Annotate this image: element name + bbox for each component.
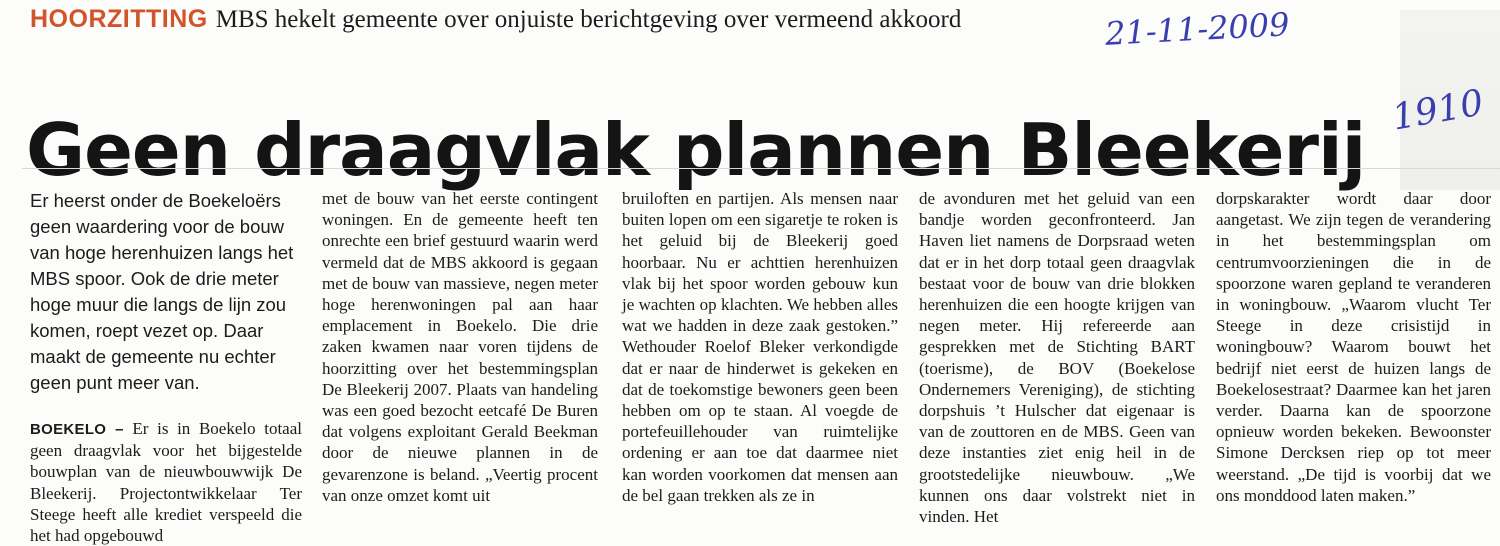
column-5 bbox=[1216, 188, 1491, 533]
kicker-text: MBS hekelt gemeente over onjuiste berichtgeving over vermeend akkoord bbox=[215, 6, 962, 33]
body-text: bruiloften en partijen. Als mensen naar buiten lopen om een sigaretje te roken is het geluid bij de Bleekerij goed hoorbaar. Nu er achttien herenhuizen vlak bij het spoor worden gebouw kun je wachten op klachten. We hebben alles wat we hadden in deze zaak gestoken.” Wethouder Roelof Bleker verkondigde dat er naar de hinderwet is gekeken en dat de toekomstige bewoners geen been hebben om op te staan. Al voegde de portefeuillehouder van ruimtelijke ordening er aan toe dat daarmee niet kan worden voorkomen dat mensen aan de bel gaan trekken als ze in bbox=[622, 189, 898, 505]
handwritten-page-number: 1910 bbox=[1389, 82, 1487, 139]
dateline: BOEKELO – bbox=[30, 421, 124, 438]
body-text: met de bouw van het eerste contingent woningen. En de gemeente heeft ten onrechte een brief gestuurd waarin werd vermeld dat de MBS akkoord is gegaan met de bouw van massieve, negen meter hoge herenwoningen pal aan haar emplacement in Boekelo. Die drie zaken kwamen naar voren tijdens de hoorzitting over het bestemmingsplan De Bleekerij 2007. Plaats van handeling was een goed bezocht eetcafé De Buren dat volgens exploitant Gerald Beekman door de nieuwe plannen in de gevarenzone is beland. „Veertig procent van onze omzet komt uit bbox=[322, 189, 598, 505]
body-text: Er is in Boekelo totaal geen draagvlak voor het bijgestelde bouwplan van de nieuwbouwwijk De Bleekerij. Projectontwikkelaar Ter Steege heeft alle krediet verspeeld die het had opgebouwd bbox=[30, 419, 302, 546]
body-text: de avonduren met het geluid van een bandje worden geconfronteerd. Jan Haven liet namens de Dorpsraad weten dat er in het dorp totaal geen draagvlak bestaat voor de bouw van drie blokken herenhuizen die een hoogte krijgen van negen meter. Hij refereerde aan gesprekken met de Stichting BART (toerisme), de BOV (Boekelose Ondernemers Vereniging), de stichting dorpshuis ’t Hulscher dat eigenaar is van de zouttoren en de MBS. Geen van deze instanties ziet enig heil in de grootstedelijke nieuwbouw. „We kunnen ons daar volstrekt niet in vinden. Het bbox=[919, 189, 1195, 527]
column-4 bbox=[919, 188, 1195, 533]
kicker bbox=[30, 4, 961, 34]
column-1 bbox=[30, 188, 302, 546]
handwritten-date: 21-11-2009 bbox=[1104, 5, 1291, 53]
lead-paragraph bbox=[30, 418, 302, 546]
body-text: dorpskarakter wordt daar door aangetast. We zijn tegen de verandering in het bestemmingsplan om centrumvoorzieningen die in de spoorzone waren gepland te veranderen in woningbouw. „Waarom vlucht Ter Steege in deze crisistijd in woningbouw? Waarom bouwt het bedrijf niet eerst de huizen langs de Boekelosestraat? Daarmee kan het jaren verder. Daarna kan de spoorzone opnieuw worden bekeken. Bewoonster Simone Dercksen riep op tot meer weerstand. „De tijd is voorbij dat we ons monddood laten maken.” bbox=[1216, 189, 1491, 505]
intro-paragraph: Er heerst onder de Boekeloërs geen waardering voor de bouw van hoge herenhuizen langs het MBS spoor. Ook de drie meter hoge muur die langs de lijn zou komen, roept vezet op. Daar maakt de gemeente nu echter geen punt meer van. bbox=[30, 190, 294, 393]
column-2 bbox=[322, 188, 598, 533]
column-3 bbox=[622, 188, 898, 533]
kicker-tag: HOORZITTING bbox=[30, 5, 208, 33]
divider bbox=[22, 168, 1500, 169]
headline: Geen draagvlak plannen Bleekerij bbox=[26, 108, 1366, 193]
